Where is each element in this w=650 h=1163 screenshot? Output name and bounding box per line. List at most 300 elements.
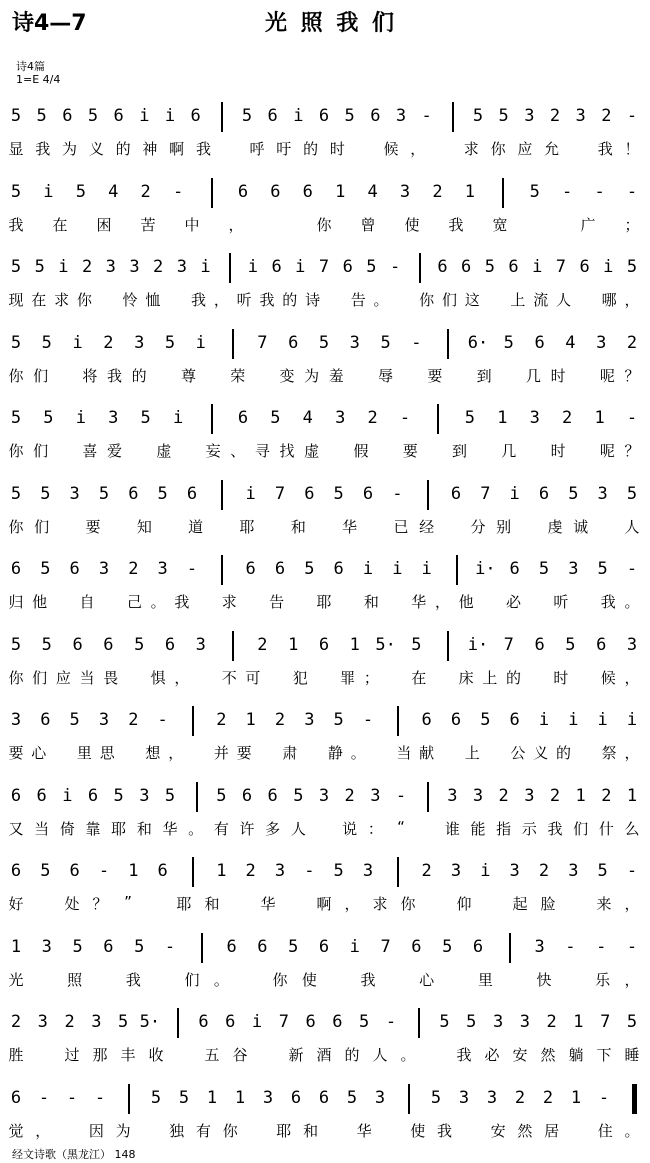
note: 5	[597, 559, 608, 579]
note: 2	[367, 408, 378, 428]
note: 6	[342, 257, 353, 277]
lyric-char: 丰	[120, 1046, 136, 1064]
note: 5·	[139, 1012, 161, 1032]
lyric-char: 人	[290, 819, 306, 838]
note: 3	[519, 1012, 530, 1032]
lyric-char: 可	[245, 668, 261, 687]
lyric-char: 你	[8, 442, 24, 460]
note: 3	[529, 408, 540, 428]
final-barline	[632, 1084, 637, 1114]
lyric-char: 的	[131, 366, 147, 385]
lyric-char: 们	[573, 819, 589, 838]
lyric-char: 犯	[292, 668, 308, 687]
note: 3	[10, 710, 22, 730]
note: 7	[600, 1012, 611, 1032]
lyric-char: 怜	[122, 291, 138, 309]
note: 6	[318, 106, 330, 126]
lyric-char: 耶	[176, 895, 192, 913]
lyric-char: 谁	[444, 819, 460, 838]
note: 6	[437, 257, 448, 277]
note: 5	[216, 785, 227, 806]
note-dash: -	[362, 710, 374, 730]
lyric-char: 肃	[282, 744, 298, 762]
score-system	[0, 400, 650, 478]
lyric-char: 说	[342, 819, 358, 838]
note-dash: -	[66, 1087, 78, 1108]
note-dash: -	[94, 1087, 106, 1108]
note: 2	[10, 1012, 22, 1032]
lyric-char: 么	[624, 819, 640, 838]
lyric-char: 们	[34, 517, 50, 536]
note: 6	[190, 106, 201, 126]
lyrics-row	[0, 214, 650, 238]
note: 6	[508, 257, 519, 277]
note: 2	[421, 861, 432, 881]
notation-row	[0, 778, 650, 814]
lyric-char: 照	[67, 970, 83, 989]
note: i	[509, 483, 520, 504]
barline	[452, 102, 454, 132]
note: i	[293, 106, 304, 126]
lyric-char: 几	[525, 366, 541, 385]
note: i	[75, 408, 86, 428]
note: 5	[40, 483, 51, 504]
barline	[128, 1084, 130, 1114]
note: 5·	[375, 634, 396, 655]
lyric-char: 应	[55, 668, 71, 687]
note-dash: -	[98, 861, 110, 881]
note: 2	[626, 332, 638, 353]
lyric-char: 曾	[360, 215, 376, 234]
note: 6	[509, 559, 520, 579]
lyric-char: 时	[550, 366, 566, 385]
lyrics-row	[0, 1044, 650, 1068]
note: i	[532, 257, 543, 277]
note: 6·	[467, 332, 489, 353]
lyric-char: ；	[363, 668, 379, 687]
note: 2	[103, 332, 114, 353]
note: 3	[91, 1012, 102, 1032]
lyric-char: ，	[624, 970, 640, 989]
score-system	[0, 98, 650, 176]
lyric-char: 。	[373, 291, 389, 309]
note: 5	[69, 710, 80, 730]
note: 1	[234, 1087, 246, 1108]
lyric-char: 示	[521, 819, 537, 838]
note: 6	[362, 483, 374, 504]
note: 3	[41, 936, 52, 957]
lyric-char: 假	[353, 442, 369, 460]
note: 6	[302, 181, 313, 202]
lyrics-row	[0, 667, 650, 691]
note: 5	[140, 408, 151, 428]
lyric-char: 什	[598, 819, 614, 838]
lyric-char: 我	[195, 140, 211, 158]
lyric-char: 求	[54, 291, 70, 309]
lyric-char: 爱	[107, 442, 123, 460]
lyric-char: 义	[533, 744, 549, 762]
note: 5	[10, 106, 22, 126]
lyric-char: 在	[411, 668, 427, 687]
note: 6	[538, 483, 550, 504]
note: 2	[140, 181, 151, 202]
note-dash: -	[38, 1087, 50, 1108]
lyric-char: “	[397, 817, 405, 836]
note: 1	[10, 936, 22, 957]
note: 5	[411, 634, 422, 655]
note: 5	[480, 710, 491, 730]
lyrics-row	[0, 138, 650, 162]
barline	[397, 706, 399, 736]
note: 3	[492, 1012, 504, 1032]
lyric-char: 。	[624, 593, 640, 611]
lyric-char: ，	[624, 668, 640, 687]
note: 1	[245, 710, 256, 730]
note: 5	[626, 257, 638, 277]
note: i	[349, 936, 360, 957]
lyric-char: 道	[188, 517, 204, 536]
lyric-char: 中	[184, 215, 200, 234]
note: 5	[568, 483, 579, 504]
note: 6	[10, 861, 22, 881]
note: 5	[333, 861, 344, 881]
note: 5	[72, 936, 83, 957]
note: 6	[113, 106, 124, 126]
score-meta	[16, 60, 60, 86]
barline	[192, 706, 194, 736]
lyric-char: 靠	[85, 819, 101, 838]
note: 6	[579, 257, 590, 277]
barline	[229, 253, 231, 283]
note: 6	[257, 936, 268, 957]
note: 1	[288, 634, 299, 655]
note: 5	[538, 559, 550, 579]
note: 5	[157, 483, 168, 504]
notation-row	[0, 1004, 650, 1040]
note: 1	[573, 1012, 584, 1032]
note: 3	[597, 483, 608, 504]
note-dash: -	[304, 861, 315, 881]
lyric-char: 祭	[601, 744, 617, 762]
lyric-char: 心	[419, 970, 435, 989]
lyric-char: 义	[88, 140, 104, 158]
note: 6	[157, 861, 168, 881]
lyric-char: 和	[204, 895, 220, 913]
note: 3	[274, 861, 286, 881]
barline	[211, 178, 213, 208]
lyric-char: 为	[304, 366, 320, 385]
note: 5	[503, 332, 514, 353]
lyric-char: ，	[213, 291, 229, 309]
note: 3	[534, 936, 545, 957]
note: 5	[87, 106, 99, 126]
note: 6	[40, 710, 51, 730]
note-dash: -	[562, 181, 573, 202]
note: 2	[153, 257, 164, 277]
note-dash: -	[392, 483, 403, 504]
note: 2	[549, 106, 561, 126]
note: 6	[534, 634, 545, 655]
lyric-char: 那	[92, 1046, 108, 1064]
note: 3	[362, 861, 374, 881]
lyrics-row	[0, 969, 650, 993]
lyric-char: 告	[350, 291, 366, 309]
note: 6	[534, 332, 545, 353]
lyric-char: 上	[482, 668, 498, 687]
lyric-char: 倚	[59, 819, 75, 838]
note: 5	[118, 1012, 129, 1032]
note: 5	[346, 1087, 358, 1108]
barline	[211, 404, 213, 434]
lyric-char: 住	[597, 1121, 613, 1140]
note: i	[392, 559, 403, 579]
note: 6	[411, 936, 422, 957]
note: 5	[10, 408, 22, 428]
lyric-char: 时	[550, 442, 566, 460]
notation-row	[0, 702, 650, 738]
note: 6	[10, 559, 22, 579]
lyric-char: 许	[239, 819, 255, 838]
lyrics-row	[0, 289, 650, 313]
note: 3	[105, 257, 116, 277]
score-system	[0, 476, 650, 554]
note: 6	[288, 332, 299, 353]
score-system	[0, 929, 650, 1007]
lyric-char: 静	[327, 744, 343, 762]
notation-row	[0, 1080, 650, 1116]
barline	[232, 631, 234, 661]
note: 5	[10, 634, 22, 655]
note: 2	[514, 1087, 526, 1108]
note: 7	[278, 1012, 289, 1032]
lyric-char: 到	[476, 366, 492, 385]
lyric-char: 安	[512, 1046, 528, 1064]
note: 5	[464, 408, 476, 428]
note: 3	[596, 332, 607, 353]
lyric-char: 光	[8, 970, 24, 989]
lyric-char: 诗	[305, 291, 321, 309]
lyric-char: 华	[411, 593, 427, 611]
lyric-char: 乐	[595, 970, 611, 989]
note: 5	[10, 332, 22, 353]
lyric-char: 将	[82, 366, 98, 385]
barline	[427, 480, 429, 510]
lyric-char: 你	[400, 895, 416, 913]
note: 5	[626, 483, 638, 504]
note: i	[195, 332, 206, 353]
note: 5	[113, 785, 124, 806]
barline	[419, 253, 421, 283]
note: 6	[305, 1012, 316, 1032]
note: 3	[568, 861, 579, 881]
lyric-char: 妄	[205, 442, 221, 460]
note: 5	[380, 332, 391, 353]
note: 2	[542, 1087, 554, 1108]
lyric-char: 收	[148, 1046, 164, 1064]
note: 6	[186, 483, 198, 504]
lyric-char: ，	[228, 215, 244, 234]
lyric-char: 来	[596, 895, 612, 913]
score-system	[0, 702, 650, 780]
note: 6	[103, 634, 114, 655]
lyric-char: 。	[400, 1046, 416, 1064]
lyric-char: 使	[404, 215, 420, 234]
lyric-char: 床	[458, 668, 474, 687]
note: 2	[601, 106, 612, 126]
lyric-char: 我	[125, 970, 141, 989]
note: 2	[257, 634, 268, 655]
lyric-char: 要	[85, 517, 101, 536]
note: 2	[128, 710, 139, 730]
lyric-char: 处	[64, 895, 80, 913]
lyric-char: 广	[580, 215, 596, 234]
note: 7	[380, 936, 391, 957]
note: 2	[562, 408, 573, 428]
note: 6	[461, 257, 472, 277]
note: 3	[486, 1087, 498, 1108]
note: 3	[509, 861, 520, 881]
lyric-char: 为	[62, 140, 78, 158]
lyric-char: 在	[52, 215, 68, 234]
lyric-char: ：	[367, 819, 383, 838]
lyric-char: 你	[8, 517, 24, 536]
lyric-char: ？	[624, 366, 640, 385]
lyric-char: 哪	[601, 291, 617, 309]
lyric-char: 躺	[568, 1046, 584, 1064]
note: 6	[128, 483, 139, 504]
lyric-char: 。	[624, 1121, 640, 1140]
lyric-char: 荣	[230, 366, 246, 385]
lyric-char: 允	[544, 140, 560, 158]
lyric-char: ！	[624, 140, 640, 158]
lyric-char: 几	[501, 442, 517, 460]
lyric-char: 华	[342, 517, 358, 536]
lyric-char: 人	[624, 517, 640, 536]
note: 7	[480, 483, 491, 504]
barline	[427, 782, 429, 812]
lyric-char: 现	[8, 291, 24, 309]
lyric-char: 时	[553, 668, 569, 687]
lyric-char: 的	[303, 140, 319, 158]
note: 2	[128, 559, 139, 579]
lyric-char: 你	[8, 366, 24, 385]
note: 5	[10, 483, 22, 504]
lyric-char: 想	[145, 744, 161, 762]
note: 5	[98, 483, 110, 504]
note: 5	[366, 257, 377, 277]
lyric-char: 已	[393, 517, 409, 536]
note-dash: -	[399, 408, 411, 428]
lyric-char: 在	[31, 291, 47, 309]
note: i	[603, 257, 614, 277]
note: 2	[64, 1012, 75, 1032]
note: 3	[626, 634, 638, 655]
note: 3	[139, 785, 150, 806]
note: 5	[36, 106, 47, 126]
lyric-char: 我	[8, 215, 24, 234]
note: 5	[484, 257, 495, 277]
lyric-char: 新	[288, 1046, 304, 1064]
lyrics-row	[0, 365, 650, 389]
note: 6	[332, 1012, 343, 1032]
note: 6	[226, 936, 237, 957]
lyric-char: 畏	[103, 668, 119, 687]
note: 1	[128, 861, 139, 881]
lyric-char: 求	[463, 140, 479, 158]
note: 5	[10, 257, 22, 277]
note: i	[200, 257, 211, 277]
lyric-char: ，	[624, 291, 640, 309]
sheet-id: 诗4—7	[12, 11, 87, 36]
lyric-char: 睡	[624, 1046, 640, 1064]
note: 5	[565, 634, 576, 655]
lyric-char: ，	[624, 744, 640, 762]
lyric-char: 分	[470, 517, 486, 536]
note: 3	[524, 785, 535, 806]
score-system	[0, 249, 650, 327]
lyric-char: 我	[600, 593, 616, 611]
note: 6	[270, 181, 281, 202]
page-footer: 经文诗歌（黑龙江） 148	[12, 1148, 136, 1161]
lyric-char: 们	[32, 668, 48, 687]
lyric-char: 好	[8, 895, 24, 913]
note: 1	[594, 408, 605, 428]
note-dash: -	[411, 332, 422, 353]
lyrics-row	[0, 742, 650, 766]
lyric-char: 五	[204, 1046, 220, 1064]
note: 5	[626, 1012, 638, 1032]
note: 6	[69, 559, 80, 579]
barline	[509, 933, 511, 963]
note: 5	[40, 861, 51, 881]
lyric-char: 听	[236, 291, 252, 309]
lyric-char: 我	[597, 140, 613, 158]
lyric-char: 啊	[169, 140, 185, 158]
note: 4	[108, 181, 119, 202]
note: 3	[447, 785, 458, 806]
lyric-char: 酒	[316, 1046, 332, 1064]
lyric-char: 己	[126, 593, 142, 611]
barline	[232, 329, 234, 359]
lyric-char: 因	[88, 1121, 104, 1140]
lyric-char: 居	[544, 1121, 560, 1140]
note-dash: -	[395, 785, 407, 806]
note: 6	[472, 936, 484, 957]
note: 5	[430, 1087, 442, 1108]
lyrics-row	[0, 818, 650, 842]
lyric-char: 胜	[8, 1046, 24, 1064]
barline	[418, 1008, 420, 1038]
lyric-char: 变	[279, 366, 295, 385]
note: 6	[450, 483, 462, 504]
lyric-char: 要	[427, 366, 443, 385]
note: 6	[237, 181, 249, 202]
note: 6	[290, 1087, 302, 1108]
note: 2	[601, 785, 612, 806]
lyric-char: ，	[434, 593, 450, 611]
lyric-char: 流	[533, 291, 549, 309]
lyric-char: 。	[150, 593, 166, 611]
lyric-char: 和	[136, 819, 152, 838]
lyric-char: 你	[8, 668, 24, 687]
note: 3	[262, 1087, 274, 1108]
notation-row	[0, 249, 650, 285]
lyric-char: 宽	[492, 215, 508, 234]
note: 3	[370, 785, 381, 806]
note-dash: -	[626, 559, 638, 579]
source-label: 诗4篇	[16, 60, 45, 73]
lyric-char: 啊	[316, 895, 332, 913]
